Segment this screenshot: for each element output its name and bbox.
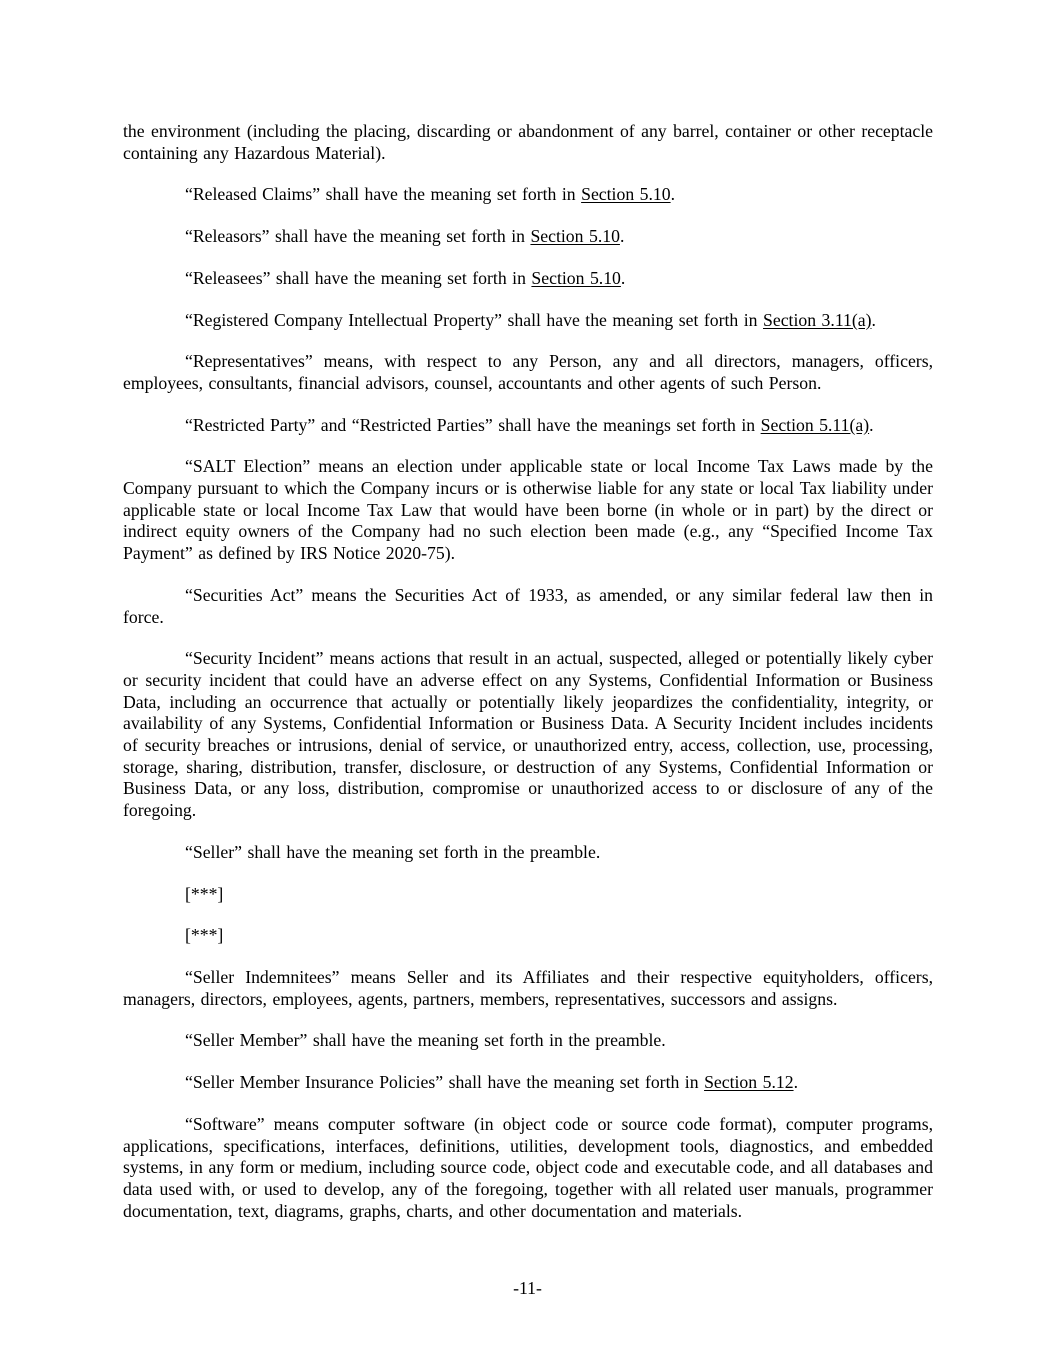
text-run: . <box>869 414 874 435</box>
text-run: . <box>670 184 676 205</box>
document-body <box>123 121 933 1242</box>
paragraph <box>123 226 933 248</box>
paragraph <box>123 121 933 164</box>
text-run: “Seller Member” shall have the meaning set forth in the preamble. <box>185 1030 666 1051</box>
text-run: “Registered Company Intellectual Property” shall have the meaning set forth in <box>185 309 764 330</box>
paragraph <box>123 842 933 864</box>
paragraph <box>123 1030 933 1052</box>
text-run: [***] <box>185 925 224 946</box>
text-run: “Seller” shall have the meaning set forth in the preamble. <box>185 841 601 862</box>
text-run: the environment (including the placing, discarding or abandonment of any barrel, container or other receptacle containing any Hazardous Material). <box>123 121 933 163</box>
section-reference: Section 3.11(a) <box>763 309 872 330</box>
text-run: “SALT Election” means an election under applicable state or local Income Tax Laws made by the Company pursuant to which the Company incurs or is otherwise liable for any state or local Tax liability under applicable state or local Income Tax Law that would have been borne (in whole or in part) by the direct or indirect equity owners of the Company had no such election been made (e.g., any “Specified Income Tax Payment” as defined by IRS Notice 2020-75). <box>123 456 933 564</box>
paragraph <box>123 310 933 332</box>
section-reference: Section 5.12 <box>704 1072 794 1093</box>
paragraph <box>123 884 933 906</box>
text-run: . <box>620 267 626 288</box>
paragraph <box>123 967 933 1010</box>
paragraph <box>123 585 933 628</box>
paragraph <box>123 415 933 437</box>
text-run: . <box>871 309 876 330</box>
paragraph <box>123 648 933 822</box>
paragraph <box>123 184 933 206</box>
paragraph <box>123 1072 933 1094</box>
text-run: “Software” means computer software (in object code or source code format), computer programs, applications, specifications, interfaces, definitions, utilities, development tools, diagnostics, and embedded systems, in any form or medium, including source code, object code and executable code, and all databases and data used with, or used to develop, any of the foregoing, together with all related user manuals, programmer documentation, text, diagrams, graphs, charts, and other documentation and materials. <box>123 1113 933 1221</box>
text-run: “Security Incident” means actions that result in an actual, suspected, alleged or potentially likely cyber or security incident that could have an adverse effect on any Systems, Confidential Information or Business Data, including an occurrence that actually or potentially likely jeopardizes the confidentiality, integrity, or availability of any Systems, Confidential Information or Business Data. A Security Incident includes incidents of security breaches or intrusions, denial of service, or unauthorized entry, access, collection, use, processing, storage, sharing, distribution, transfer, disclosure, or destruction of any Systems, Confidential Information or Business Data, or any loss, distribution, compromise or unauthorized access to or disclosure of any of the foregoing. <box>123 648 933 821</box>
page-number: -11- <box>513 1278 542 1298</box>
text-run: “Releasors” shall have the meaning set forth in <box>185 226 531 247</box>
paragraph <box>123 1114 933 1223</box>
paragraph <box>123 351 933 394</box>
section-reference: Section 5.11(a) <box>760 414 870 435</box>
text-run: . <box>619 226 625 247</box>
text-run: . <box>793 1072 798 1093</box>
section-reference: Section 5.10 <box>530 226 620 247</box>
paragraph <box>123 925 933 947</box>
paragraph <box>123 268 933 290</box>
text-run: “Seller Indemnitees” means Seller and its Affiliates and their respective equityholders, officers, managers, directors, employees, agents, partners, members, representatives, successors and assigns. <box>123 966 933 1009</box>
paragraph <box>123 456 933 565</box>
text-run: “Securities Act” means the Securities Act of 1933, as amended, or any similar federal law then in force. <box>123 584 933 627</box>
text-run: “Seller Member Insurance Policies” shall have the meaning set forth in <box>185 1072 705 1093</box>
text-run: “Restricted Party” and “Restricted Parties” shall have the meanings set forth in <box>185 414 761 435</box>
text-run: [***] <box>185 883 224 904</box>
section-reference: Section 5.10 <box>581 184 671 205</box>
text-run: “Released Claims” shall have the meaning set forth in <box>185 184 582 205</box>
text-run: “Representatives” means, with respect to any Person, any and all directors, managers, officers, employees, consultants, financial advisors, counsel, accountants and other agents of such Person. <box>123 351 933 393</box>
section-reference: Section 5.10 <box>531 267 621 288</box>
text-run: “Releasees” shall have the meaning set forth in <box>185 267 532 288</box>
